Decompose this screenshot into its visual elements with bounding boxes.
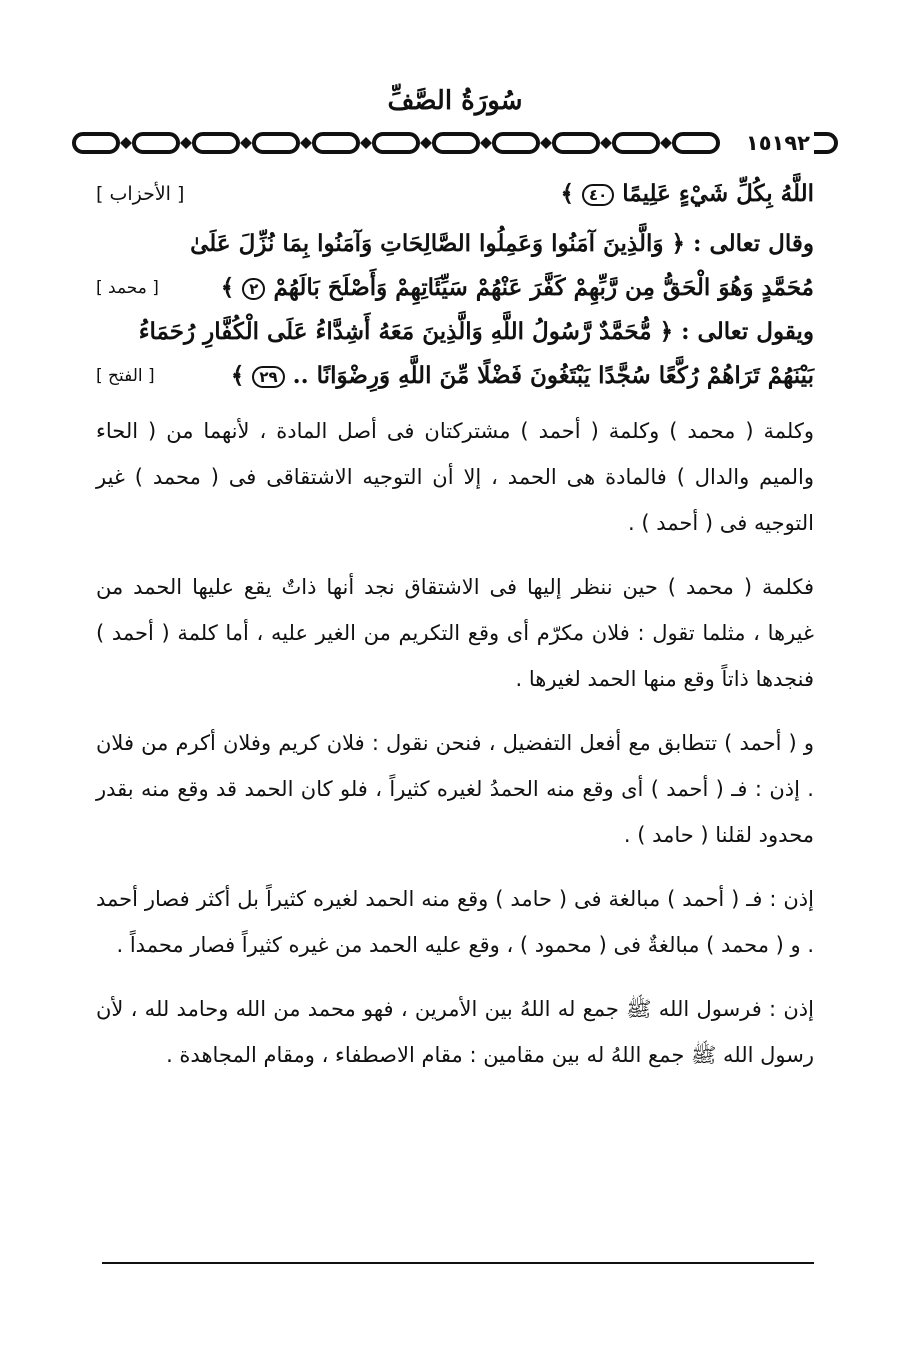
body-paragraph: و ( أحمد ) تتطابق مع أفعل التفضيل ، فنحن نقول : فلان كريم وفلان أكرم من فلان . إذن : فـ ( أحمد ) أى وقع منه الحمدُ لغيره كثيراً ، فلو كان الحمد قد وقع منه بقدر محدود لقلنا ( حامد ) . <box>96 731 814 847</box>
quran-line <box>96 354 814 398</box>
verse-number-badge: ٢٩ <box>252 366 284 388</box>
quran-text: بَيْنَهُمْ تَرَاهُمْ رُكَّعًا سُجَّدًا يَبْتَغُونَ فَضْلًا مِّنَ اللَّهِ وَرِضْوَانًا .. <box>292 362 814 389</box>
body-paragraph: فكلمة ( محمد ) حين ننظر إليها فى الاشتقاق نجد أنها ذاتٌ يقع عليها الحمد من غيرها ، مثلما تقول : فلان مكرّم أى وقع التكريم من الغير عليه ، أما كلمة ( أحمد ) فنجدها ذاتاً وقع منها الحمد لغيرها . <box>96 575 814 691</box>
quran-line <box>96 222 814 266</box>
quran-line <box>96 266 814 310</box>
surah-title: سُورَةُ الصَّفِّ <box>387 86 523 116</box>
ornamental-header-rule <box>70 128 840 158</box>
quran-line <box>96 310 814 354</box>
footer-rule <box>102 1262 814 1264</box>
quran-text: اللَّهُ بِكُلِّ شَيْءٍ عَلِيمًا <box>622 180 814 207</box>
surah-reference: [ محمد ] <box>96 278 159 298</box>
quran-line <box>96 172 814 216</box>
verse-number-badge: ٢ <box>242 278 265 300</box>
verse-number-badge: ٤٠ <box>582 184 614 206</box>
surah-reference: [ الأحزاب ] <box>96 183 185 205</box>
body-paragraph: إذن : فـ ( أحمد ) مبالغة فى ( حامد ) وقع منه الحمد لغيره كثيراً بل أكثر فصار أحمد . و ( محمد ) مبالغةٌ فى ( محمود ) ، وقع عليه الحمد من غيره كثيراً فصار محمداً . <box>96 887 814 957</box>
closing-bracket-icon: ﴾ <box>560 180 574 207</box>
body-paragraph: وكلمة ( محمد ) وكلمة ( أحمد ) مشتركتان فى أصل المادة ، لأنهما من ( الحاء والميم والدال ) فالمادة هى الحمد ، إلا أن التوجيه الاشتقاقى فى ( محمد ) غير التوجيه فى ( أحمد ) . <box>96 419 814 535</box>
surah-reference: [ الفتح ] <box>96 366 155 386</box>
quran-text: وقال تعالى : ﴿ وَالَّذِينَ آمَنُوا وَعَمِلُوا الصَّالِحَاتِ وَآمَنُوا بِمَا نُزِّلَ عَلَىٰ <box>190 230 814 257</box>
closing-bracket-icon: ﴾ <box>220 274 235 301</box>
quran-text: مُحَمَّدٍ وَهُوَ الْحَقُّ مِن رَّبِّهِمْ كَفَّرَ عَنْهُمْ سَيِّئَاتِهِمْ وَأَصْلَحَ بَالَهُمْ <box>273 274 814 301</box>
closing-bracket-icon: ﴾ <box>230 362 245 389</box>
page-number: ١٥١٩٢ <box>742 128 814 158</box>
body-paragraph: إذن : فرسول الله ﷺ جمع له اللهُ بين الأمرين ، فهو محمد من الله وحامد لله ، لأن رسول الله ﷺ جمع اللهُ له بين مقامين : مقام الاصطفاء ، ومقام المجاهدة . <box>96 997 814 1067</box>
quran-text: ويقول تعالى : ﴿ مُّحَمَّدٌ رَّسُولُ اللَّهِ وَالَّذِينَ مَعَهُ أَشِدَّاءُ عَلَى الْكُفَّارِ رُحَمَاءُ <box>138 318 814 345</box>
page-content <box>96 172 814 1096</box>
